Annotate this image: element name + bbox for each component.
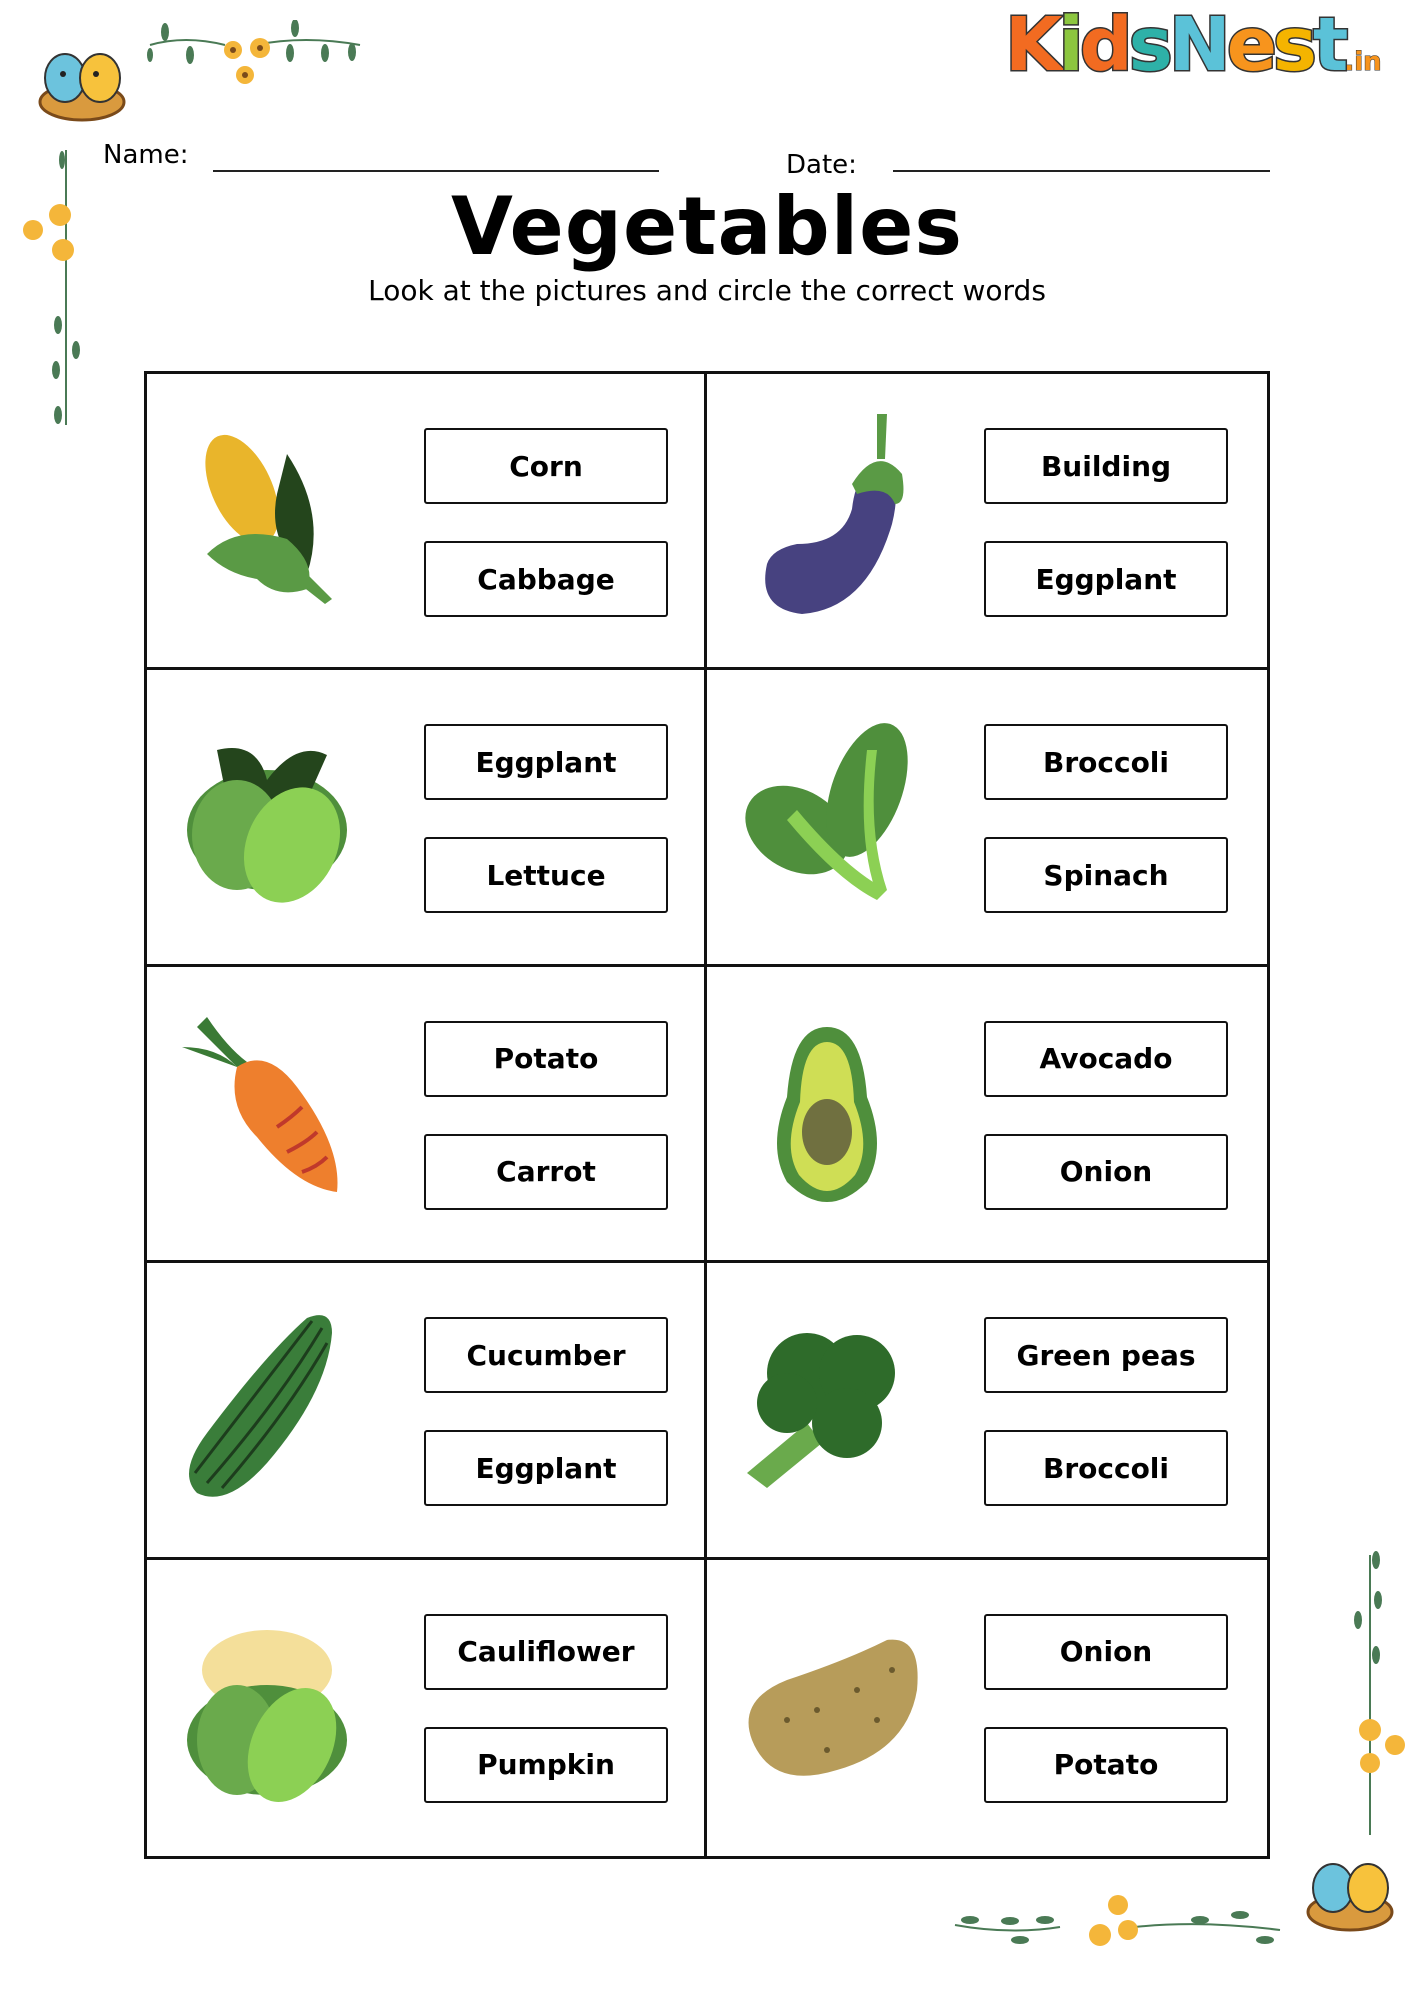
spinach-icon	[727, 710, 927, 920]
question-cell	[707, 374, 1267, 670]
question-cell	[147, 967, 707, 1263]
cucumber-icon	[167, 1303, 367, 1513]
floral-vine-icon	[145, 20, 480, 90]
answer-option[interactable]: Lettuce	[424, 837, 668, 913]
logo-letter: d	[1079, 2, 1129, 88]
eggplant-icon	[727, 414, 927, 624]
logo-letter: s	[1272, 2, 1313, 88]
answer-option[interactable]: Corn	[424, 428, 668, 504]
answer-option[interactable]: Cucumber	[424, 1317, 668, 1393]
lettuce-icon	[167, 710, 367, 920]
answer-option[interactable]: Potato	[424, 1021, 668, 1097]
logo-letter: N	[1168, 2, 1227, 88]
page-title: Vegetables	[450, 180, 964, 273]
question-cell	[707, 1263, 1267, 1559]
logo-letter: i	[1058, 2, 1080, 88]
question-cell	[707, 1560, 1267, 1856]
instructions: Look at the pictures and circle the correct words	[368, 274, 1046, 307]
answer-option[interactable]: Onion	[984, 1614, 1228, 1690]
logo-suffix: .in	[1344, 47, 1382, 77]
logo-letter: s	[1128, 2, 1169, 88]
answer-option[interactable]: Building	[984, 428, 1228, 504]
answer-option[interactable]: Cauliflower	[424, 1614, 668, 1690]
answer-option[interactable]: Eggplant	[424, 1430, 668, 1506]
answer-option[interactable]: Eggplant	[984, 541, 1228, 617]
date-label: Date:	[786, 150, 857, 180]
question-cell	[147, 670, 707, 966]
floral-vine-right-icon	[1340, 1545, 1414, 1845]
question-cell	[147, 1263, 707, 1559]
answer-option[interactable]: Avocado	[984, 1021, 1228, 1097]
logo-letter: K	[1005, 2, 1059, 88]
answer-option[interactable]: Eggplant	[424, 724, 668, 800]
logo-letter: e	[1226, 2, 1273, 88]
date-field[interactable]	[893, 170, 1270, 172]
broccoli-icon	[727, 1303, 927, 1513]
name-field[interactable]	[213, 170, 659, 172]
avocado-icon	[727, 1007, 927, 1217]
corn-icon	[167, 414, 367, 624]
answer-option[interactable]: Spinach	[984, 837, 1228, 913]
birds-nest-icon	[30, 40, 135, 125]
kidsnest-logo	[1005, 2, 1382, 88]
answer-option[interactable]: Broccoli	[984, 1430, 1228, 1506]
answer-option[interactable]: Onion	[984, 1134, 1228, 1210]
answer-option[interactable]: Cabbage	[424, 541, 668, 617]
answer-option[interactable]: Potato	[984, 1727, 1228, 1803]
question-cell	[147, 1560, 707, 1856]
carrot-icon	[167, 1007, 367, 1217]
name-label: Name:	[103, 140, 189, 170]
question-cell	[147, 374, 707, 670]
potato-icon	[727, 1600, 927, 1810]
floral-vine-bottom-icon	[950, 1885, 1290, 1955]
question-cell	[707, 967, 1267, 1263]
answer-option[interactable]: Green peas	[984, 1317, 1228, 1393]
worksheet-grid	[144, 371, 1270, 1859]
birds-nest-bottom-icon	[1298, 1850, 1403, 1935]
cauliflower-icon	[167, 1600, 367, 1810]
question-cell	[707, 670, 1267, 966]
answer-option[interactable]: Carrot	[424, 1134, 668, 1210]
answer-option[interactable]: Pumpkin	[424, 1727, 668, 1803]
logo-letter: t	[1312, 2, 1345, 88]
answer-option[interactable]: Broccoli	[984, 724, 1228, 800]
